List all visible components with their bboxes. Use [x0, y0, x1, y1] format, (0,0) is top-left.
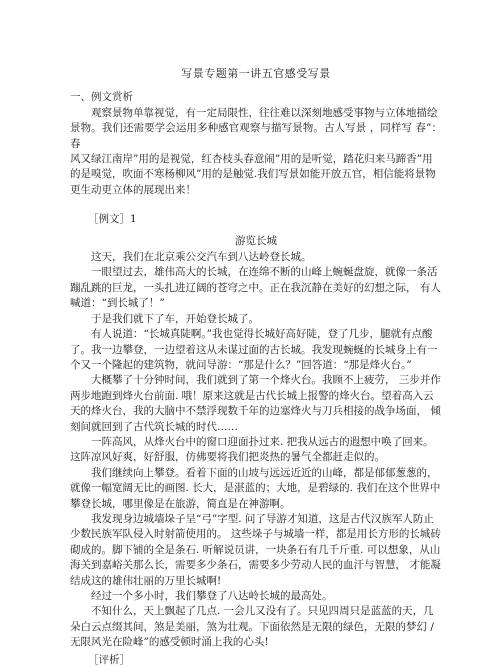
- intro-line: 景物。我们还需要学会运用多种感官观察与描写景物。古人写景 ，同样写 春”：春: [70, 122, 442, 150]
- comment-label: ［评析］: [88, 653, 130, 666]
- essay-line: 攀登长城，哪里像是在旅游，简直是在神游啊。: [70, 497, 291, 510]
- essay-line: 无限风光在险峰”的感受顿时涌上我的心头!: [70, 636, 269, 649]
- essay-line: 少数民族军队侵入时射箭使用的。 这些垛子与城墙一样，都是用长方形的长城砖: [70, 528, 441, 541]
- essay-line: 刻间就回到了古代筑长城的时代……: [70, 420, 238, 433]
- essay-line: 了。我一边攀登，一边望着这从未谋过面的古长城。我发现蜿蜒的长城身上有一: [70, 343, 438, 356]
- essay-line: 我们继续向上攀登。看着下面的山坡与远远近近的山峰，都是郁郁葱葱的，: [91, 466, 438, 479]
- essay-line: 这天，我们在北京乘公交汽车到八达岭登长城。: [91, 251, 312, 264]
- essay-body: [70, 250, 442, 651]
- essay-line: 个又一个隆起的建筑物，就问导游：“那是什么？”回答道：“那是烽火台。”: [70, 358, 412, 371]
- intro-line: 更生动更立体的展现出来！: [70, 183, 196, 196]
- essay-line: 两步地跑到烽火台前面. 哦！原来这就是古代长城上报警的烽火台。望着高入云: [70, 389, 434, 402]
- essay-line: 有人说道：“长城真陡啊。”我也觉得长城好高好陡，登了几步，腿就有点酸: [91, 328, 433, 341]
- essay-title: 游览长城: [235, 234, 277, 247]
- intro-block: [70, 106, 442, 198]
- essay-line: 我发现身边城墙垛子呈“弓”字型. 问了导游才知道，这是古代汉族军人防止: [91, 512, 434, 525]
- essay-line: 经过一个多小时，我们攀登了八达岭长城的最高处。: [91, 590, 333, 602]
- essay-line: 于是我们就下了车，开始登长城了。: [91, 312, 259, 325]
- intro-line: 观察景物单靠视觉，有一定局限性，往往难以深刻地感受事物与立体地描绘: [91, 106, 438, 119]
- intro-line: 的是嗅觉，吹面不寒杨柳风”用的是触觉.我们写景如能开放五官，相信能将景物: [70, 168, 436, 181]
- essay-line: 就像一幅宽阔无比的画图. 长大，是湛蓝的；大地，是碧绿的. 我们在这个世界中: [70, 482, 441, 495]
- essay-line: 大概攀了十分钟时间，我们就到了第一个烽火台。我顾不上疲劳， 三步并作: [91, 374, 441, 387]
- essay-line: 一阵高风，从烽火台中的窗口迎面扑过来. 把我从远古的遐想中唤了回来。: [91, 435, 434, 448]
- essay-line: 天的烽火台，我的大脑中不禁浮现数千年的边塞烽火与刀兵相接的战争场面， 倾: [70, 405, 441, 418]
- section-heading: 一、例文赏析: [70, 91, 133, 104]
- intro-line: 风又绿江南岸”用的是视觉，红杏枝头春意闹”用的是听觉，踏花归来马蹄香”用: [70, 153, 433, 166]
- example-label: ［例文］1: [88, 213, 137, 226]
- essay-line: 海关到嘉峪关那么长，需要多少条石，需要多少劳动人民的血汗与智慧， 才能凝: [70, 559, 441, 572]
- essay-line: 一眼望过去，雄伟高大的长城，在连绵不断的山峰上蜿蜒盘旋，就像一条活: [91, 266, 438, 279]
- essay-line: 喊道：“到长城了！”: [70, 297, 165, 310]
- essay-line: 不知什么，天上飘起了几点. 一会儿又没有了。只见四周只是蓝蓝的天，几: [91, 605, 434, 618]
- essay-line: 结成这的雄伟壮丽的万里长城啊!: [70, 574, 222, 587]
- document-title: 写景专题第一讲五官感受写景: [181, 67, 331, 80]
- essay-line: 砌成的。脚下铺的全是条石. 听解说员讲，一块条石有几千斤重. 可以想象，从山: [70, 543, 441, 556]
- essay-line: 这阵凉风好爽，好舒服，仿佛要将我们把炎热的暑气全都赶走似的。: [70, 451, 385, 464]
- essay-line: 蹦乱跳的巨龙，一头扎进辽阔的苍穹之中。正在我沉静在美好的幻想之际， 有人: [70, 281, 441, 294]
- essay-line: 朵白云点缀其间，煞是美丽，煞为壮观。下面依然是无限的绿色，无限的梦幻 /: [70, 620, 434, 633]
